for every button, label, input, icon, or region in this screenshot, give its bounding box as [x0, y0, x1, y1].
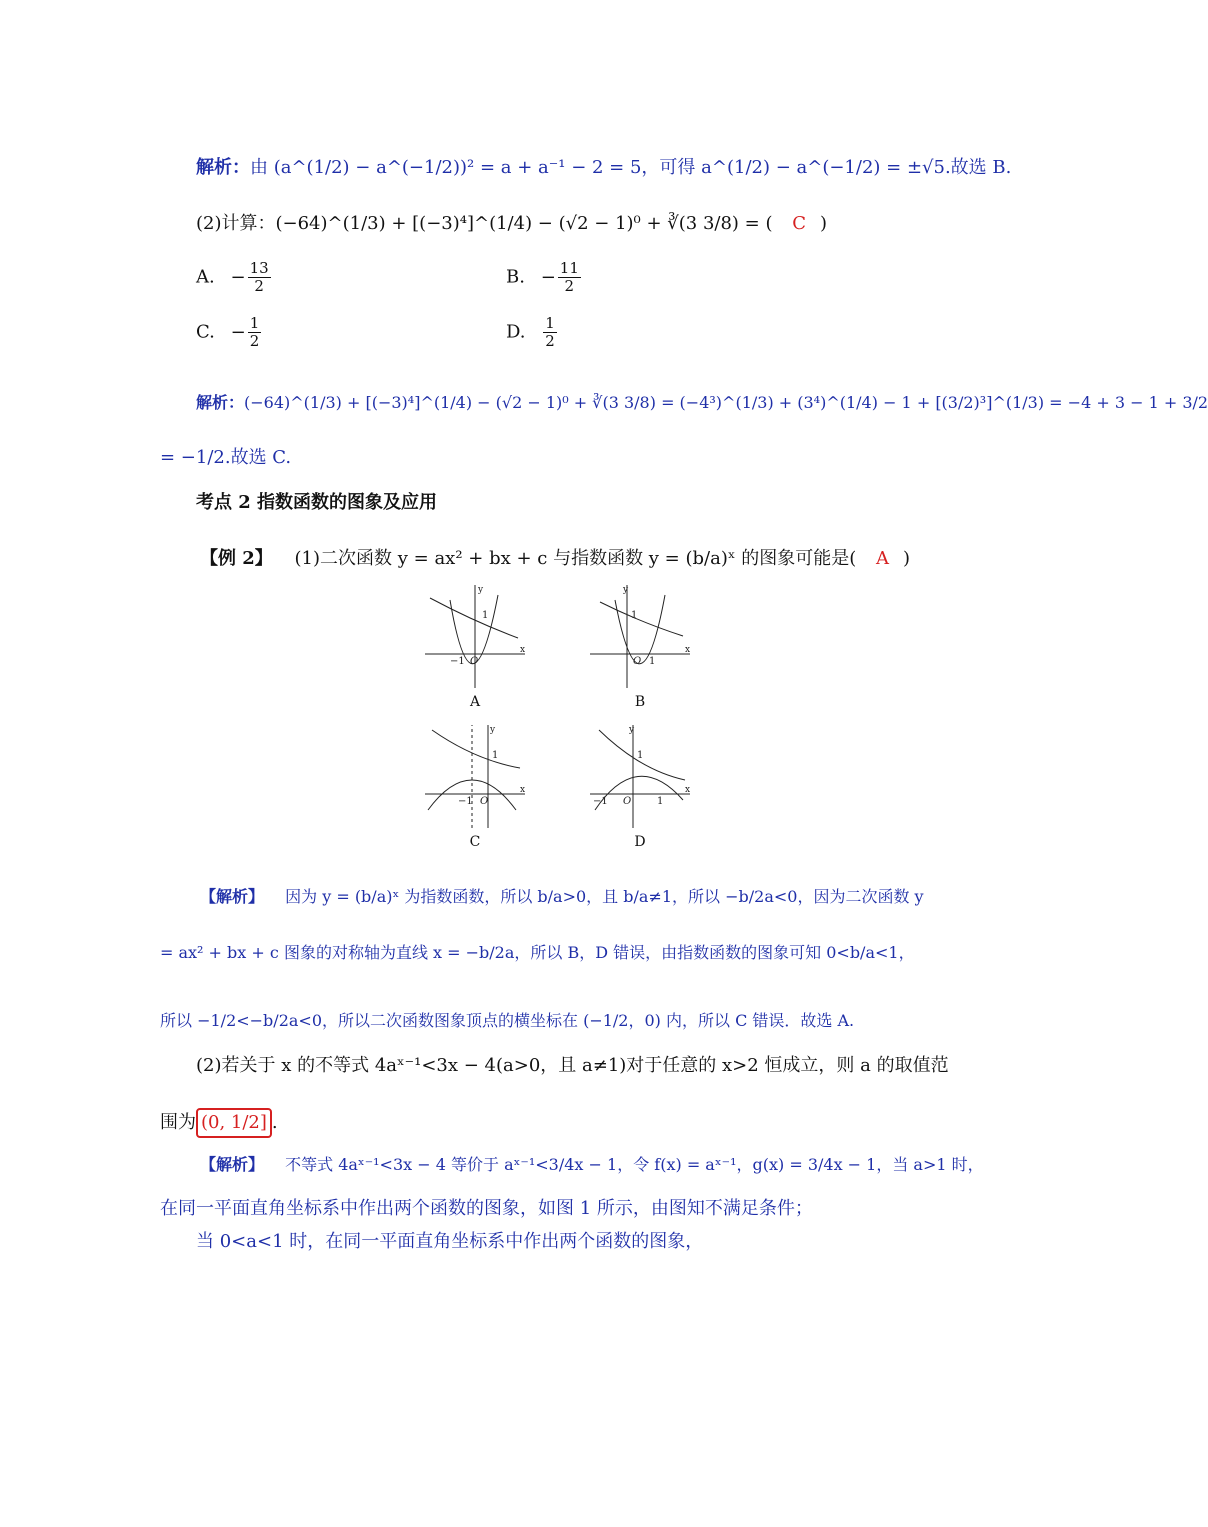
question-2 — [196, 211, 827, 237]
exponential-curve — [600, 602, 683, 636]
svg-text:x: x — [520, 785, 526, 795]
denominator: 2 — [249, 332, 260, 350]
denominator: 2 — [254, 277, 264, 295]
example-tag: 【例 2】 — [200, 548, 273, 569]
solution-1 — [196, 155, 1011, 181]
solution-2-line-2: = −1/2.故选 C. — [160, 447, 292, 468]
solution-label: 解析： — [196, 157, 250, 178]
denominator: 2 — [545, 332, 555, 350]
solution-line-1: 因为 y = (b/a)ˣ 为指数函数，所以 b/a>0，且 b/a≠1，所以 −b/2a<0，因为二次函数 y — [285, 887, 924, 906]
solution-text: 由 (a^(1/2) − a^(−1/2))² = a + a⁻¹ − 2 = 5，可得 a^(1/2) − a^(−1/2) = ±√5.故选 B. — [250, 157, 1012, 178]
example-2 — [200, 546, 910, 572]
svg-text:O: O — [633, 656, 642, 667]
svg-text:O: O — [480, 796, 489, 807]
svg-text:−1: −1 — [450, 656, 465, 667]
graph-d — [585, 720, 695, 850]
option-d — [506, 315, 559, 350]
answer-mark: C — [792, 213, 807, 234]
solution-tag: 【解析】 — [200, 1155, 265, 1174]
question-suffix: . — [271, 1112, 278, 1133]
option-sign: − — [540, 266, 556, 288]
svg-text:x: x — [520, 645, 526, 655]
solution-4 — [200, 1152, 984, 1178]
svg-text:y: y — [629, 725, 635, 735]
numerator: 11 — [559, 259, 579, 277]
solution-label: 解析： — [196, 393, 245, 412]
option-fraction — [558, 260, 581, 295]
graph-caption: B — [634, 694, 646, 710]
svg-text:x: x — [685, 645, 691, 655]
numerator: 1 — [545, 314, 555, 332]
question-3-line-2 — [160, 1108, 278, 1138]
graph-a — [420, 580, 530, 710]
graph-c — [420, 720, 530, 850]
option-fraction — [248, 260, 271, 295]
solution-3-line-2: = ax² + bx + c 图象的对称轴为直线 x = −b/2a，所以 B，D 错误，由指数函数的图象可知 0<b/a<1， — [160, 943, 915, 962]
answer-mark: (0, 1/2] — [196, 1108, 272, 1138]
denominator: 2 — [564, 277, 575, 295]
svg-text:y: y — [623, 585, 629, 595]
svg-text:O: O — [470, 656, 479, 667]
question-3-line-1: (2)若关于 x 的不等式 4aˣ⁻¹<3x − 4(a>0，且 a≠1)对于任意的 x>2 恒成立，则 a 的取值范 — [196, 1055, 949, 1076]
option-a — [196, 260, 273, 295]
answer-mark: A — [875, 548, 889, 569]
example-close: ) — [902, 548, 910, 569]
option-sign: − — [230, 321, 246, 343]
question-prefix: (2)计算： — [196, 213, 276, 234]
svg-text:1: 1 — [482, 610, 489, 621]
svg-text:1: 1 — [657, 796, 664, 807]
option-fraction — [248, 315, 262, 350]
solution-tag: 【解析】 — [200, 887, 265, 906]
option-letter: D. — [506, 321, 526, 343]
svg-text:1: 1 — [492, 750, 499, 761]
quadratic-curve — [595, 776, 683, 810]
svg-text:−1: −1 — [458, 796, 473, 807]
quadratic-curve — [615, 595, 665, 664]
example-text: (1)二次函数 y = ax² + bx + c 与指数函数 y = (b/a)ˣ 的图象可能是( — [294, 548, 857, 569]
question-expression: (−64)^(1/3) + [(−3)⁴]^(1/4) − (√2 − 1)⁰ + ∛(3 3/8) = ( — [275, 213, 773, 234]
quadratic-curve — [450, 595, 498, 664]
option-c — [196, 315, 263, 350]
graph-caption: D — [634, 834, 646, 850]
option-sign: − — [230, 266, 246, 288]
section-title: 考点 2 指数函数的图象及应用 — [196, 492, 438, 513]
exponential-curve — [430, 598, 518, 638]
svg-text:y: y — [478, 585, 484, 595]
numerator: 13 — [249, 259, 269, 277]
question-prefix: 围为 — [160, 1112, 196, 1133]
question-close: ) — [820, 213, 828, 234]
solution-4-line-2: 在同一平面直角坐标系中作出两个函数的图象，如图 1 所示，由图知不满足条件； — [160, 1198, 813, 1219]
option-letter: A. — [196, 266, 215, 288]
option-b — [506, 260, 583, 295]
graph-caption: C — [469, 834, 481, 850]
numerator: 1 — [249, 314, 260, 332]
solution-3 — [200, 884, 924, 910]
svg-text:−1: −1 — [593, 796, 608, 807]
svg-text:1: 1 — [637, 750, 644, 761]
solution-3-line-3: 所以 −1/2<−b/2a<0，所以二次函数图象顶点的横坐标在 (−1/2，0) 内，所以 C 错误．故选 A. — [160, 1011, 855, 1030]
svg-text:x: x — [685, 785, 691, 795]
solution-line-1: (−64)^(1/3) + [(−3)⁴]^(1/4) − (√2 − 1)⁰ + ∛(3 3/8) = (−4³)^(1/3) + (3⁴)^(1/4) − 1 + [(3/2)³]^(1/3) = −4 + 3 − 1 + 3/2 — [244, 393, 1208, 412]
svg-text:1: 1 — [631, 610, 638, 621]
svg-text:O: O — [623, 796, 632, 807]
graph-caption: A — [469, 694, 481, 710]
graph-b — [585, 580, 695, 710]
option-fraction — [543, 315, 557, 350]
solution-2 — [196, 390, 1208, 416]
svg-text:1: 1 — [649, 656, 656, 667]
svg-text:y: y — [490, 725, 496, 735]
exponential-curve — [432, 730, 520, 768]
solution-line-1: 不等式 4aˣ⁻¹<3x − 4 等价于 aˣ⁻¹<3/4x − 1，令 f(x) = aˣ⁻¹，g(x) = 3/4x − 1，当 a>1 时， — [285, 1155, 984, 1174]
option-letter: C. — [196, 321, 215, 343]
option-letter: B. — [506, 266, 525, 288]
solution-4-line-3: 当 0<a<1 时，在同一平面直角坐标系中作出两个函数的图象， — [196, 1231, 704, 1252]
